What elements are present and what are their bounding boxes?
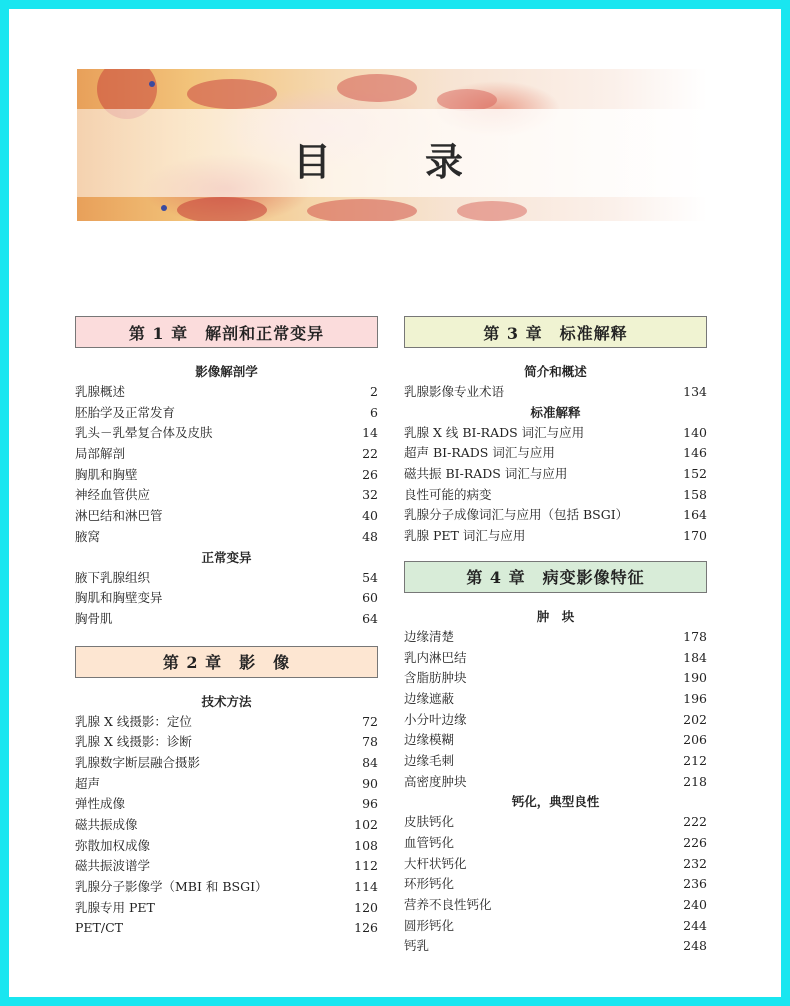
toc-entry-title: 边缘毛刺 (404, 752, 455, 768)
toc-entry[interactable] (75, 732, 378, 753)
toc-entry-title: 腋下乳腺组织 (75, 569, 151, 585)
toc-entry-title: 乳腺 X 线 BI-RADS 词汇与应用 (404, 424, 585, 440)
toc-entry[interactable] (404, 936, 707, 957)
toc-entry-page: 54 (362, 569, 378, 585)
toc-entry-title: 乳腺分子成像词汇与应用（包括 BSGI） (404, 507, 629, 523)
toc-entry[interactable] (404, 464, 707, 485)
page (9, 9, 781, 997)
toc-entry-page: 178 (683, 628, 707, 644)
toc-entry[interactable] (404, 485, 707, 506)
chapter-heading: 第 4 章 病变影像特征 (404, 561, 707, 593)
toc-entry[interactable] (404, 627, 707, 648)
toc-entry-page: 6 (370, 404, 378, 420)
toc-entry-title: 边缘遮蔽 (404, 690, 455, 706)
toc-entry-title: PET/CT (75, 920, 123, 936)
left-column (75, 316, 378, 939)
toc-entry[interactable] (75, 444, 378, 465)
toc-entry-title: 乳腺 X 线摄影：定位 (75, 713, 192, 729)
toc-entry[interactable] (404, 443, 707, 464)
toc-entry-page: 48 (362, 528, 378, 544)
toc-entry-page: 112 (354, 858, 378, 874)
toc-entry-title: 磁共振 BI-RADS 词汇与应用 (404, 466, 568, 482)
toc-entry[interactable] (404, 812, 707, 833)
toc-entry[interactable] (404, 751, 707, 772)
toc-entry[interactable] (75, 485, 378, 506)
toc-entry-title: 弥散加权成像 (75, 837, 151, 853)
toc-entry-title: 良性可能的病变 (404, 486, 492, 502)
toc-entry-title: 磁共振波谱学 (75, 858, 151, 874)
toc-entry[interactable] (75, 794, 378, 815)
toc-entry[interactable] (75, 588, 378, 609)
toc-entry[interactable] (75, 609, 378, 630)
chapter-heading: 第 1 章 解剖和正常变异 (75, 316, 378, 348)
toc-entry-page: 26 (362, 466, 378, 482)
toc-entry-title: 乳腺专用 PET (75, 899, 155, 915)
toc-entry-title: 胸肌和胸壁 (75, 466, 138, 482)
toc-entry-page: 72 (362, 713, 378, 729)
toc-entry[interactable] (404, 689, 707, 710)
toc-entry-page: 202 (683, 711, 707, 727)
toc-entry-page: 218 (683, 773, 707, 789)
section-heading: 影像解剖学 (195, 364, 258, 379)
toc-entry-title: 乳腺影像专业术语 (404, 384, 505, 399)
toc-entry-title: 营养不良性钙化 (404, 897, 492, 913)
toc-entry-page: 114 (354, 879, 378, 895)
toc-entry[interactable] (75, 403, 378, 424)
toc-entry[interactable] (75, 877, 378, 898)
toc-entry-title: 乳腺 X 线摄影：诊断 (75, 734, 192, 750)
toc-entry-page: 196 (683, 690, 707, 706)
toc-entry[interactable] (404, 730, 707, 751)
section-heading: 正常变异 (201, 549, 252, 565)
toc-entry[interactable] (75, 382, 378, 403)
toc-entry-page: 78 (362, 734, 378, 750)
toc-entry[interactable] (75, 465, 378, 486)
toc-entry[interactable] (404, 772, 707, 793)
toc-entry-title: 腋窝 (75, 528, 101, 544)
toc-entry-page: 2 (370, 384, 378, 399)
toc-entry[interactable] (404, 526, 707, 547)
toc-entry-page: 14 (362, 425, 378, 441)
toc-entry-page: 32 (362, 487, 378, 503)
toc-entry-page: 146 (683, 445, 707, 461)
toc-entry[interactable] (404, 874, 707, 895)
chapter-heading: 第 2 章 影 像 (75, 646, 378, 678)
toc-entry-page: 40 (362, 508, 378, 524)
toc-entry-page: 240 (683, 897, 707, 913)
toc-entry-page: 158 (683, 486, 707, 502)
toc-entry-title: 胸肌和胸壁变异 (75, 590, 163, 606)
section-heading: 简介和概述 (524, 364, 587, 379)
toc-entry-page: 184 (683, 649, 707, 665)
toc-entry-page: 152 (683, 466, 707, 482)
section-heading: 钙化，典型良性 (511, 794, 600, 810)
toc-entry-title: 乳腺分子影像学（MBI 和 BSGI） (75, 879, 268, 895)
toc-entry[interactable] (404, 382, 707, 403)
toc-entry-page: 84 (362, 754, 378, 770)
toc-entry-page: 64 (362, 610, 378, 626)
toc-entry-title: 皮肤钙化 (404, 814, 455, 830)
toc-entry-title: 弹性成像 (75, 796, 126, 812)
toc-entry[interactable] (75, 836, 378, 857)
toc-entry-page: 212 (683, 752, 707, 768)
toc-entry[interactable] (404, 505, 707, 526)
toc-entry-page: 60 (362, 590, 378, 606)
toc-entry-title: 钙乳 (404, 938, 430, 954)
toc-entry-title: 圆形钙化 (404, 917, 455, 933)
toc-entry-title: 小分叶边缘 (404, 711, 467, 727)
toc-entry-title: 含脂肪肿块 (404, 670, 467, 686)
toc-entry-title: 乳腺 PET 词汇与应用 (404, 528, 526, 544)
toc-entry-title: 局部解剖 (75, 446, 126, 462)
toc-entry-page: 134 (683, 384, 707, 399)
toc-entry-page: 22 (362, 446, 378, 462)
section-heading: 标准解释 (530, 404, 581, 420)
toc-entry-title: 淋巴结和淋巴管 (75, 508, 163, 524)
toc-entry-title: 环形钙化 (404, 876, 455, 892)
toc-entry-page: 222 (683, 814, 707, 830)
toc-entry-page: 206 (683, 732, 707, 748)
right-column (404, 316, 707, 957)
toc-entry-page: 96 (362, 796, 378, 812)
toc-entry[interactable] (404, 895, 707, 916)
toc-entry-page: 120 (354, 899, 378, 915)
toc-entry-page: 164 (683, 507, 707, 523)
toc-entry[interactable] (75, 815, 378, 836)
section-heading: 肿 块 (536, 608, 575, 624)
toc-entry-page: 248 (683, 938, 707, 954)
toc-entry-title: 乳腺概述 (75, 384, 126, 399)
toc-entry[interactable] (75, 753, 378, 774)
toc-entry-title: 乳腺数字断层融合摄影 (75, 754, 201, 770)
toc-entry-title: 神经血管供应 (75, 487, 151, 503)
toc-entry[interactable] (75, 423, 378, 444)
toc-entry-page: 170 (683, 528, 707, 544)
toc-entry-page: 236 (683, 876, 707, 892)
toc-entry[interactable] (75, 774, 378, 795)
toc-entry-page: 190 (683, 670, 707, 686)
toc-entry[interactable] (404, 668, 707, 689)
toc-entry[interactable] (75, 918, 378, 939)
toc-entry-title: 胸骨肌 (75, 610, 113, 626)
toc-entry[interactable] (404, 423, 707, 444)
toc-entry[interactable] (404, 648, 707, 669)
toc-entry-page: 102 (354, 817, 378, 832)
toc-entry-title: 大杆状钙化 (404, 855, 467, 871)
toc-entry-page: 232 (683, 855, 707, 871)
toc-entry-title: 磁共振成像 (75, 817, 138, 832)
toc-entry-page: 244 (683, 917, 707, 933)
toc-entry[interactable] (404, 710, 707, 731)
toc-entry[interactable] (75, 506, 378, 527)
toc-entry-page: 226 (683, 835, 707, 850)
toc-entry-title: 乳头－乳晕复合体及皮肤 (75, 425, 213, 441)
toc-entry[interactable] (75, 898, 378, 919)
toc-entry-page: 108 (354, 837, 378, 853)
toc-entry-title: 高密度肿块 (404, 773, 467, 789)
page-title: 目 录 (292, 139, 491, 184)
toc-entry[interactable] (75, 568, 378, 589)
toc-entry-title: 胚胎学及正常发育 (75, 404, 176, 420)
toc-entry[interactable] (404, 854, 707, 875)
toc-entry-page: 90 (362, 775, 378, 791)
section-heading: 技术方法 (201, 693, 252, 709)
toc-entry-title: 边缘模糊 (404, 732, 455, 748)
toc-entry-title: 边缘清楚 (404, 628, 455, 644)
toc-entry[interactable] (404, 916, 707, 937)
toc-entry-page: 140 (683, 424, 707, 440)
chapter-heading: 第 3 章 标准解释 (404, 316, 707, 348)
toc-entry-title: 乳内淋巴结 (404, 649, 467, 665)
toc-entry-title: 超声 (75, 775, 101, 791)
toc-entry-page: 126 (354, 920, 378, 936)
toc-entry-title: 超声 BI-RADS 词汇与应用 (404, 445, 555, 461)
toc-entry[interactable] (75, 712, 378, 733)
toc-entry[interactable] (75, 856, 378, 877)
toc-entry[interactable] (404, 833, 707, 854)
toc-entry[interactable] (75, 527, 378, 548)
header-banner-image (77, 69, 707, 221)
toc-entry-title: 血管钙化 (404, 835, 455, 850)
